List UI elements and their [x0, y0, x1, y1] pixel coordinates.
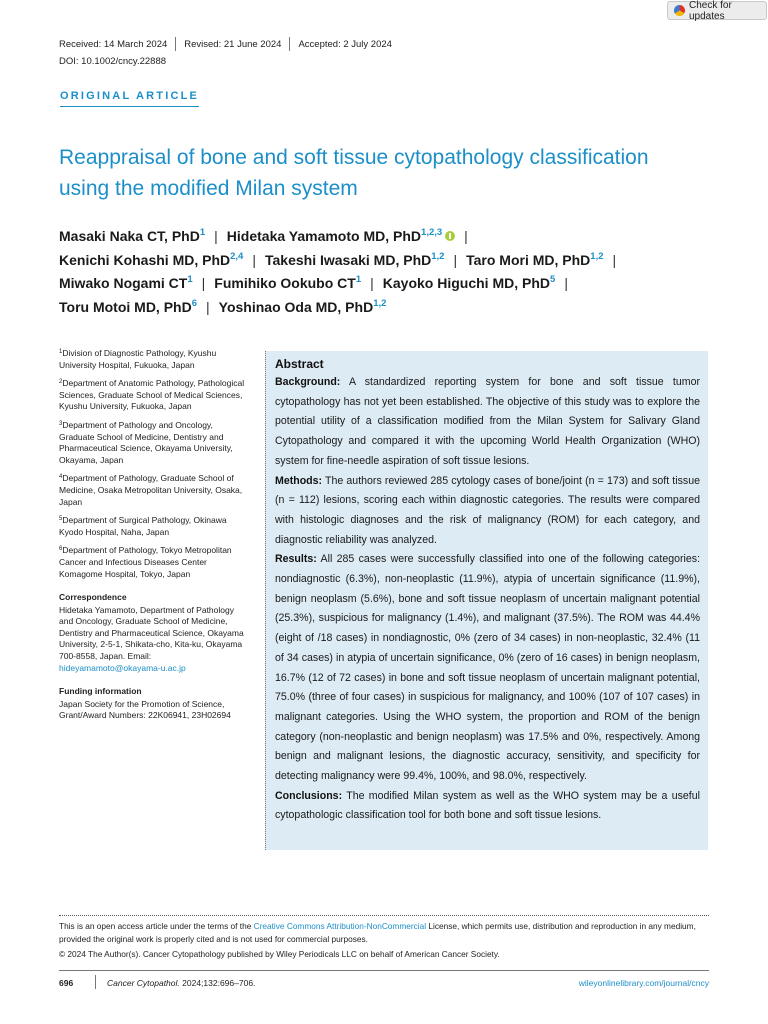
author-affiliation-marker: 6 [191, 297, 198, 309]
author-separator: | [206, 298, 210, 315]
license-text-post: License, which permits use, distribution and reproduction in any medium, provided the original work is properly cited and is not used for commercial purposes. [59, 921, 696, 944]
author-separator: | [370, 275, 374, 291]
results-label: Results: [275, 553, 317, 566]
abstract-box [265, 351, 708, 850]
paper-title: Reappraisal of bone and soft tissue cytopathology classification using the modified Milan system [59, 146, 649, 200]
check-for-updates-label: Check for updates [689, 0, 732, 22]
affiliation-text: Department of Pathology, Graduate School of Medicine, Osaka Metropolitan University, Osaka, Japan [59, 473, 243, 507]
journal-volume-pages: 2024;132:696–706. [182, 978, 256, 988]
author-affiliation-marker: 1,2 [373, 297, 387, 309]
conclusions-label: Conclusions: [275, 789, 343, 802]
author-affiliation-marker: 1,2 [431, 250, 445, 262]
affiliations-column [59, 348, 249, 722]
correspondence-text [59, 605, 249, 675]
author-separator: | [252, 251, 256, 268]
author-name: Kayoko Higuchi MD, PhD [382, 275, 551, 291]
footer-separator [95, 975, 96, 989]
affiliation-item [59, 545, 249, 580]
correspondence-heading: Correspondence [59, 592, 127, 603]
author-name: Toru Motoi MD, PhD [59, 298, 192, 315]
author-name: Taro Mori MD, PhD [466, 251, 591, 268]
affiliation-text: Department of Anatomic Pathology, Pathological Sciences, Graduate School of Medical Sciences, Kyushu University, Fukuoka, Japan [59, 378, 245, 412]
affiliation-text: Division of Diagnostic Pathology, Kyushu University Hospital, Fukuoka, Japan [59, 348, 217, 370]
author-separator: | [214, 228, 218, 244]
author-name: Masaki Naka CT, PhD [59, 228, 200, 244]
journal-citation [107, 978, 255, 988]
abstract-heading: Abstract [275, 357, 324, 371]
abstract-methods [275, 472, 700, 551]
license-statement [59, 920, 711, 946]
article-dates [59, 37, 392, 51]
methods-text: The authors reviewed 285 cytology cases of bone/joint (n = 173) and soft tissue (n = 112) lesions, scoring each within diagnostic categories. The results were compared with histologic diagnoses and the risk of malignancy (ROM) for each category, and diagnostic reliability was analyzed. [275, 474, 700, 546]
author-separator: | [564, 275, 568, 291]
methods-label: Methods: [275, 474, 323, 487]
affiliation-number: 2 [59, 379, 63, 386]
author-affiliation-marker: 1,2,3 [421, 227, 443, 238]
affiliation-text: Department of Pathology, Tokyo Metropolitan Cancer and Infectious Diseases Center Komagome Hospital, Tokyo, Japan [59, 545, 232, 579]
author-separator: | [464, 228, 468, 244]
journal-url-link[interactable]: wileyonlinelibrary.com/journal/cncy [578, 978, 709, 988]
abstract-conclusions [275, 787, 700, 826]
background-label: Background: [275, 376, 341, 388]
email-label: Email: [127, 651, 152, 662]
affiliation-text: Department of Surgical Pathology, Okinawa Kyodo Hospital, Naha, Japan [59, 515, 227, 537]
author-affiliation-marker: 2,4 [230, 250, 244, 262]
correspondence-email-link[interactable]: hideyamamoto@okayama-u.ac.jp [59, 662, 186, 673]
author-affiliation-marker: 1 [199, 227, 206, 238]
affiliation-item [59, 515, 249, 538]
affiliation-item [59, 420, 249, 466]
author-name: Kenichi Kohashi MD, PhD [59, 251, 231, 268]
background-text: A standardized reporting system for bone and soft tissue tumor cytopathology has not yet been established. The objective of this study was to explore the potential utility of a classification modified from the Milan System for Salivary Gland Cytopathology and compared it with the upcoming World Health Organization (WHO) system for fine-needle aspiration of soft tissue lesions. [275, 376, 700, 467]
crossmark-icon [674, 5, 685, 16]
check-for-updates-button[interactable] [667, 1, 767, 20]
affiliation-number: 3 [59, 420, 63, 427]
author-name: Takeshi Iwasaki MD, PhD [264, 251, 432, 268]
funding-heading: Funding information [59, 686, 142, 697]
affiliation-number: 1 [59, 349, 63, 355]
author-list [59, 225, 739, 319]
affiliation-number: 6 [59, 546, 63, 553]
received-date: Received: 14 March 2024 [59, 38, 168, 50]
accepted-date: Accepted: 2 July 2024 [298, 38, 392, 50]
abstract-results [275, 550, 700, 786]
affiliation-number: 4 [59, 474, 63, 481]
license-text-pre: This is an open access article under the terms of the [59, 921, 252, 931]
author-separator: | [201, 275, 206, 291]
author-affiliation-marker: 1 [187, 274, 193, 285]
doi: DOI: 10.1002/cncy.22888 [59, 56, 167, 67]
page-footer-divider [59, 970, 709, 971]
footer-divider [59, 915, 709, 916]
affiliation-text: Department of Pathology and Oncology, Graduate School of Medicine, Dentistry and Pharmaceutical Science, Okayama University, Okayama, Japan [59, 419, 233, 465]
date-separator [289, 37, 290, 51]
license-link[interactable]: Creative Commons Attribution-NonCommercial [253, 921, 427, 931]
correspondence-address: Hidetaka Yamamoto, Department of Pathology and Oncology, Graduate School of Medicine, Dentistry and Pharmaceutical Science, Okayama University, 2-5-1, Shikata-cho, Kita-ku, Okayama 700-8558, Japan. [59, 604, 244, 662]
abstract-background [275, 373, 700, 472]
article-type-label: ORIGINAL ARTICLE [60, 90, 199, 107]
results-text: All 285 cases were successfully classified into one of the following categories: nondiagnostic (6.3%), non-neoplastic (11.9%), atypia of uncertain significance (11.9%), benign neoplasm (5.6%), bone and soft tissue neoplasm of uncertain malignant potential (25.3%), suspicious for malignancy (1.4%), and malignant (37.5%). The ROM was 44.4% (eight of /18 cases) in nondiagnostic, 0% (zero of 34 cases) in non-neoplastic, 32.4% (11 of 34 cases) in atypia of uncertain significance, 0% (zero of 16 cases) in benign neoplasm, 16.7% (12 of 72 cases) in bone and soft tissue neoplasm of uncertain malignant potential, 75.0% (three of four cases) in suspicious for malignancy, and 100% (107 of 107 cases) in malignant categories. Using the WHO system, the proportion and ROM of the benign category (non-neoplastic and benign neoplasm) was 17.5% and 0%, respectively. Among benign and malignant lesions, the diagnostic accuracy, sensitivity, and specificity for detecting malignancy were 99.4%, 100%, and 98.0%, respectively. [275, 553, 701, 783]
affiliation-item [59, 473, 249, 508]
author-affiliation-marker: 5 [550, 274, 556, 285]
revised-date: Revised: 21 June 2024 [184, 38, 282, 50]
author-separator: | [612, 251, 617, 268]
author-separator: | [453, 251, 458, 268]
funding-text: Japan Society for the Promotion of Science, Grant/Award Numbers: 22K06941, 23H02694 [59, 698, 231, 721]
author-name: Yoshinao Oda MD, PhD [218, 298, 374, 315]
affiliation-number: 5 [59, 516, 63, 523]
page-number: 696 [59, 978, 74, 988]
date-separator [175, 37, 176, 51]
affiliation-item [59, 348, 249, 371]
author-name: Miwako Nogami CT [59, 275, 188, 291]
author-name: Hidetaka Yamamoto MD, PhD [226, 228, 422, 244]
journal-name: Cancer Cytopathol. [107, 978, 180, 988]
conclusions-text: The modified Milan system as well as the WHO system may be a useful cytopathologic classification tool for both bone and soft tissue lesions. [275, 789, 700, 822]
orcid-icon[interactable] [445, 231, 455, 241]
author-name: Fumihiko Ookubo CT [214, 275, 356, 291]
affiliation-item [59, 378, 249, 413]
copyright-notice: © 2024 The Author(s). Cancer Cytopathology published by Wiley Periodicals LLC on behalf of American Cancer Society. [59, 949, 500, 959]
author-affiliation-marker: 1 [355, 274, 362, 285]
author-affiliation-marker: 1,2 [590, 250, 604, 262]
